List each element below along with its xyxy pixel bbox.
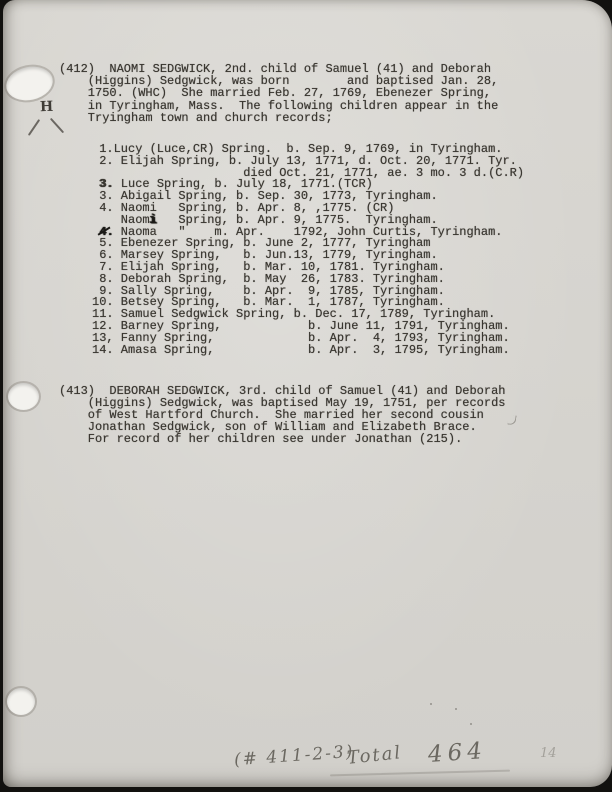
typed-line: 2. Elijah Spring, b. July 13, 1771, d. Oct. 20, 1771. Tyr. <box>92 153 517 168</box>
typed-line: 4. Naoma " m. Apr. 1792, John Curtis, Tyringham. <box>99 224 503 239</box>
pencil-underline <box>330 770 510 777</box>
typed-line: 5. Ebenezer Spring, b. June 2, 1777, Tyringham <box>92 236 431 251</box>
typed-line: 4. Naomi Spring, b. Apr. 8, ,1775. (CR) <box>92 200 395 215</box>
typed-line: Jonathan Sedgwick, son of William and Elizabeth Brace. <box>59 420 477 435</box>
footer-total-label: Total <box>346 742 404 769</box>
paper-speck <box>470 723 472 725</box>
typed-line: 12. Barney Spring, b. June 11, 1791, Tyringham. <box>92 318 510 333</box>
typed-line: 3. Abigail Spring, b. Sep. 30, 1773, Tyringham. <box>92 189 438 204</box>
typed-line: of West Hartford Church. She married her second cousin <box>59 408 484 423</box>
typed-line: 3. Luce Spring, b. July 18, 1771.(TCR) <box>99 177 373 192</box>
children-list <box>92 144 524 356</box>
typed-line: (413) DEBORAH SEDGWICK, 3rd. child of Samuel (41) and Deborah <box>59 384 506 398</box>
margin-letter-mark: H <box>39 98 54 116</box>
typed-line: (Higgins) Sedgwick, was born and baptised Jan. 28, <box>59 74 499 89</box>
typed-line: 1.Lucy (Luce,CR) Spring. b. Sep. 9, 1769, in Tyringham. <box>92 142 503 156</box>
typed-line: 7. Elijah Spring, b. Mar. 10, 1781. Tyringham. <box>92 259 445 274</box>
footer-page-number: 14 <box>540 746 557 761</box>
pencil-tick-mark <box>507 414 516 425</box>
typed-line: Naomi Spring, b. Apr. 9, 1775. Tyringham. <box>92 212 438 227</box>
typed-line: 9. Sally Spring, b. Apr. 9, 1785, Tyringham. <box>92 283 445 298</box>
typed-line: 6. Marsey Spring, b. Jun.13, 1779, Tyringham. <box>92 248 438 263</box>
typed-line: Tryingham town and church records; <box>59 110 333 125</box>
punch-hole-middle <box>8 383 39 410</box>
paper-speck <box>455 708 457 710</box>
pencil-slash-left <box>28 119 40 136</box>
typed-line: 8. Deborah Spring, b. May 26, 1783. Tyringham. <box>92 271 445 286</box>
typed-line: 1750. (WHC) She married Feb. 27, 1769, Ebenezer Spring, <box>59 86 492 101</box>
typed-line: 14. Amasa Spring, b. Apr. 3, 1795, Tyringham. <box>92 342 510 357</box>
typed-line: For record of her children see under Jonathan (215). <box>59 432 463 447</box>
punch-hole-bottom <box>7 688 35 715</box>
entry-413-paragraph <box>59 385 505 445</box>
typed-line: (412) NAOMI SEDGWICK, 2nd. child of Samuel (41) and Deborah <box>59 62 492 76</box>
footer-total-value: 464 <box>427 737 488 769</box>
typed-line: died Oct. 21, 1771, ae. 3 mo. 3 d.(C.R) <box>92 165 525 180</box>
typed-line: 10. Betsey Spring, b. Mar. 1, 1787, Tyringham. <box>92 295 445 310</box>
footer-reference-annotation: (# 411-2-3) <box>233 741 356 771</box>
typed-line: (Higgins) Sedgwick, was baptised May 19, 1751, per records <box>59 396 506 411</box>
typed-line: in Tyringham, Mass. The following children appear in the <box>59 98 499 113</box>
typed-line: 11. Samuel Sedgwick Spring, b. Dec. 17, 1789, Tyringham. <box>92 307 496 322</box>
scanned-page <box>3 0 612 787</box>
paper-speck <box>430 703 432 705</box>
entry-412-paragraph <box>59 63 498 124</box>
typed-line: 13, Fanny Spring, b. Apr. 4, 1793, Tyringham. <box>92 330 510 345</box>
